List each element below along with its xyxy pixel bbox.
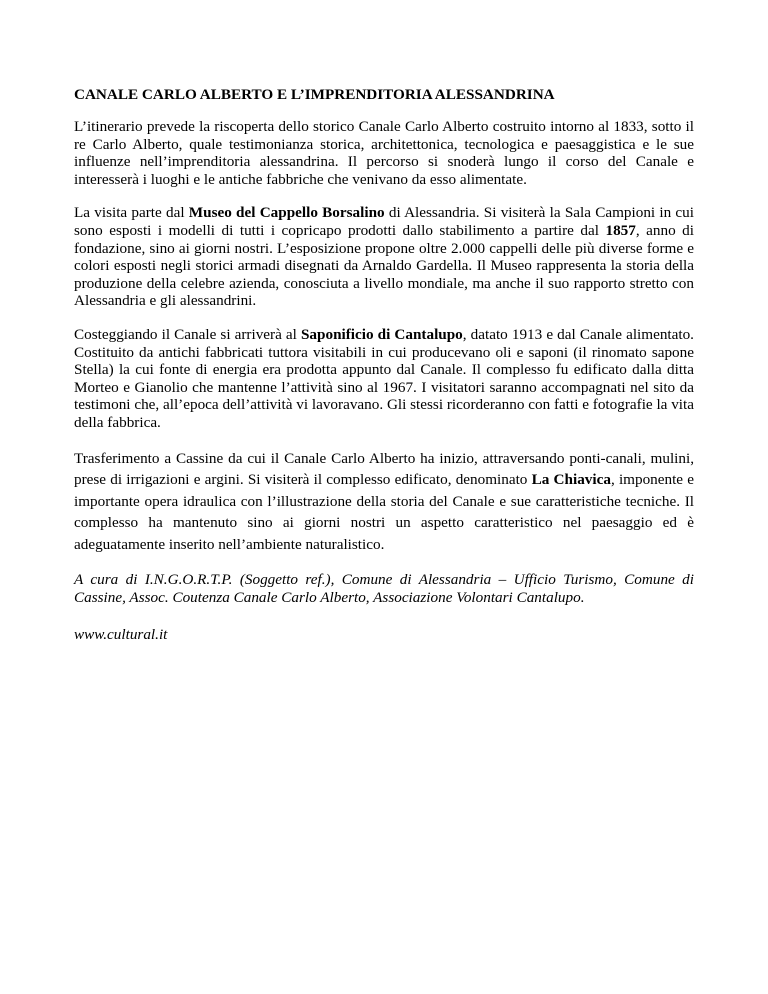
document-title: CANALE CARLO ALBERTO E L’IMPRENDITORIA ALESSANDRINA xyxy=(74,86,555,103)
museum-name: Museo del Cappello Borsalino xyxy=(188,204,385,222)
website-link[interactable]: www.cultural.it xyxy=(74,626,168,644)
document-body xyxy=(74,86,694,660)
credits-paragraph: A cura di I.N.G.O.R.T.P. (Soggetto ref.), Comune di Alessandria – Ufficio Turismo, Comune di Cassine, Assoc. Coutenza Canale Carlo Alberto, Associazione Volontari Cantalupo. xyxy=(74,571,694,606)
founding-year: 1857 xyxy=(605,221,636,239)
paragraph-saponificio xyxy=(74,326,694,432)
text-run: , anno di fondazione, sino ai giorni nostri. L’esposizione propone oltre 2.000 cappelli delle più diverse forme e colori esposti negli storici armadi disegnati da Arnaldo Gardella. Il Museo rappresenta la storia della produzione della celebre azienda, conosciuta a livello mondiale, ma anche il suo rapporto stretto con Alessandria e gli alessandrini. xyxy=(74,221,694,310)
text-run: , imponente e importante opera idraulica con l’illustrazione della storia del Canale e sue caratteristiche tecniche. Il complesso ha mantenuto sino ai giorni nostri un aspetto caratteristico nel paesaggio ed è adeguatamente inserito nell’ambiente naturalistico. xyxy=(74,471,694,553)
text-run: di Alessandria. Si visiterà la Sala Campioni in cui sono esposti i modelli di tutti i copricapo prodotti dallo stabilimento a partire dal xyxy=(74,204,694,239)
saponificio-name: Saponificio di Cantalupo xyxy=(300,325,463,343)
text-run: Costeggiando il Canale si arriverà al xyxy=(74,325,301,343)
paragraph-intro: L’itinerario prevede la riscoperta dello storico Canale Carlo Alberto costruito intorno al 1833, sotto il re Carlo Alberto, quale testimonianza storica, architettonica, tecnologica e paesaggistica e le sue influenze nell’imprenditoria alessandrina. Il percorso si snoderà lungo il corso del Canale e interesserà i luoghi e le antiche fabbriche che venivano da esso alimentate. xyxy=(74,118,694,188)
chiavica-name: La Chiavica xyxy=(531,471,611,488)
text-run: La visita parte dal xyxy=(74,204,189,222)
text-run: , datato 1913 e dal Canale alimentato. Costituito da antichi fabbricati tuttora visitabili in cui producevano oli e saponi (il rinomato sapone Stella) la cui fonte di energia era prodotta appunto dal Canale. Il complesso fu edificato dalla ditta Morteo e Gianolio che mantenne l’attività sino al 1967. I visitatori saranno accompagnati nel sito da testimoni che, all’epoca dell’attività vi lavoravano. Gli stessi ricorderanno con fatti e fotografie la vita della fabbrica. xyxy=(74,325,694,431)
paragraph-borsalino xyxy=(74,204,694,310)
paragraph-cassine xyxy=(74,448,694,556)
text-run: Trasferimento a Cassine da cui il Canale Carlo Alberto ha inizio, attraversando ponti-canali, mulini, prese di irrigazioni e argini. Si visiterà il complesso edificato, denominato xyxy=(74,449,694,488)
